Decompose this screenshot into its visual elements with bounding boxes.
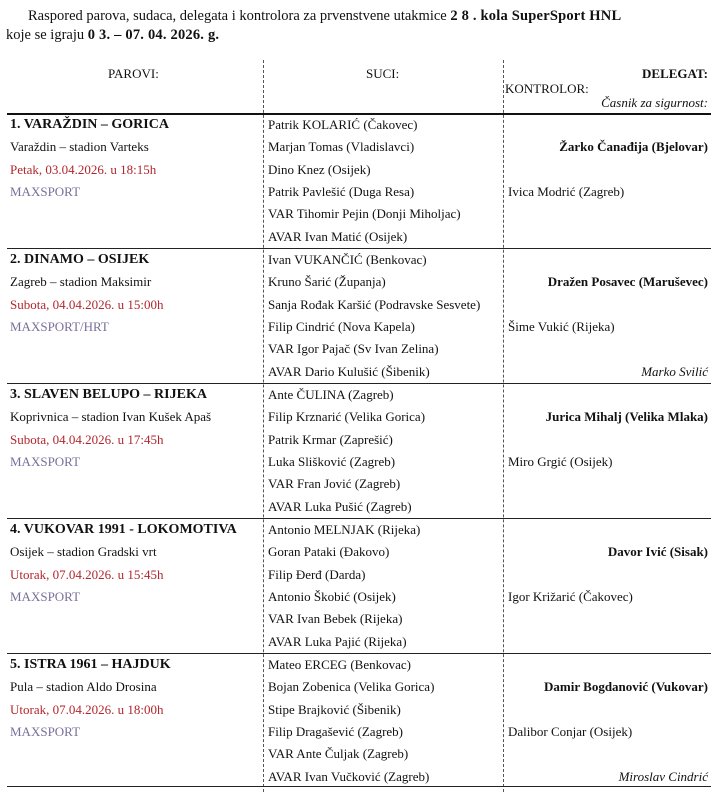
match-separator	[7, 113, 711, 115]
header-kontrolor: KONTROLOR:	[505, 81, 589, 96]
referee-name: AVAR Luka Pušić (Zagreb)	[268, 498, 412, 514]
match-separator	[7, 383, 711, 384]
intro-line-1	[6, 7, 714, 26]
match-title: 4. VUKOVAR 1991 - LOKOMOTIVA	[10, 522, 237, 537]
match-delegate: Damir Bogdanović (Vukovar)	[544, 679, 708, 695]
match-title: 1. VARAŽDIN – GORICA	[10, 117, 169, 132]
column-separator	[503, 60, 504, 792]
column-separator	[263, 60, 264, 792]
match-time: Petak, 03.04.2026. u 18:15h	[10, 161, 157, 177]
referee-name: Antonio Škobić (Osijek)	[268, 588, 396, 604]
referee-name: VAR Tihomir Pejin (Donji Miholjac)	[268, 206, 461, 222]
match-title: 2. DINAMO – OSIJEK	[10, 252, 150, 267]
referee-name: Ante ČULINA (Zagreb)	[268, 387, 394, 402]
match-time: Utorak, 07.04.2026. u 15:45h	[10, 566, 164, 582]
intro-line-2	[6, 26, 714, 45]
match-tv: MAXSPORT	[10, 453, 81, 469]
intro-text	[6, 7, 714, 45]
referee-name: Filip Krznarić (Velika Gorica)	[268, 409, 426, 425]
match-security-officer: Marko Svilić	[641, 363, 708, 379]
match-venue: Varaždin – stadion Varteks	[10, 139, 149, 155]
intro-sentence-2: koje se igraju	[6, 27, 85, 43]
header-parovi: PAROVI:	[108, 66, 159, 81]
referee-name: Bojan Zobenica (Velika Gorica)	[268, 679, 435, 695]
referee-name: Ivan VUKANČIĆ (Benkovac)	[268, 252, 427, 267]
match-separator	[7, 653, 711, 654]
referee-name: AVAR Luka Pajić (Rijeka)	[268, 633, 407, 649]
match-time: Subota, 04.04.2026. u 15:00h	[10, 296, 164, 312]
match-separator	[7, 518, 711, 519]
header-casnik: Časnik za sigurnost:	[601, 95, 708, 110]
match-title: 5. ISTRA 1961 – HAJDUK	[10, 657, 171, 672]
match-time: Utorak, 07.04.2026. u 18:00h	[10, 701, 164, 717]
header-delegat: DELEGAT:	[642, 66, 708, 81]
match-delegate: Žarko Čanađija (Bjelovar)	[559, 139, 708, 155]
match-delegate: Davor Ivić (Sisak)	[607, 544, 708, 560]
match-separator	[7, 248, 711, 249]
referee-name: Patrik Pavlešić (Duga Resa)	[268, 183, 415, 199]
match-tv: MAXSPORT/HRT	[10, 318, 109, 334]
referee-name: Filip Đerđ (Darda)	[268, 566, 366, 582]
referee-name: Dino Knez (Osijek)	[268, 161, 371, 177]
match-security-officer: Miroslav Cindrić	[618, 768, 708, 784]
referee-name: Patrik Krmar (Zaprešić)	[268, 431, 393, 447]
match-controller: Dalibor Conjar (Osijek)	[508, 723, 633, 739]
match-controller: Ivica Modrić (Zagreb)	[508, 183, 625, 199]
match-venue: Osijek – stadion Gradski vrt	[10, 544, 157, 560]
referee-name: Luka Slišković (Zagreb)	[268, 453, 396, 469]
match-title: 3. SLAVEN BELUPO – RIJEKA	[10, 387, 207, 402]
table-bottom-border	[7, 786, 711, 787]
match-tv: MAXSPORT	[10, 183, 81, 199]
referee-name: Marjan Tomas (Vladislavci)	[268, 139, 415, 155]
header-suci: SUCI:	[366, 66, 400, 81]
match-controller: Šime Vukić (Rijeka)	[508, 318, 615, 334]
match-delegate: Dražen Posavec (Maruševec)	[547, 274, 708, 290]
match-venue: Zagreb – stadion Maksimir	[10, 274, 152, 290]
date-range: 0 3. – 07. 04. 2026. g.	[87, 27, 220, 43]
referee-name: AVAR Ivan Vučković (Zagreb)	[268, 768, 430, 784]
referee-name: VAR Ante Čuljak (Zagreb)	[268, 746, 409, 762]
referee-name: Mateo ERCEG (Benkovac)	[268, 657, 411, 672]
match-controller: Igor Križarić (Čakovec)	[508, 588, 633, 604]
referee-name: Sanja Rođak Karšić (Podravske Sesvete)	[268, 296, 481, 312]
match-delegate: Jurica Mihalj (Velika Mlaka)	[545, 409, 708, 425]
referee-name: AVAR Dario Kulušić (Šibenik)	[268, 363, 430, 379]
referee-name: VAR Fran Jović (Zagreb)	[268, 476, 401, 492]
referee-name: Filip Dragašević (Zagreb)	[268, 723, 404, 739]
match-time: Subota, 04.04.2026. u 17:45h	[10, 431, 164, 447]
referee-name: Stipe Brajković (Šibenik)	[268, 701, 401, 717]
referee-name: VAR Ivan Bebek (Rijeka)	[268, 611, 403, 627]
round-label: 2 8 . kola SuperSport HNL	[450, 8, 622, 24]
match-tv: MAXSPORT	[10, 723, 81, 739]
referee-name: Antonio MELNJAK (Rijeka)	[268, 522, 421, 537]
match-venue: Pula – stadion Aldo Drosina	[10, 679, 157, 695]
referee-name: Kruno Šarić (Županja)	[268, 274, 386, 290]
match-tv: MAXSPORT	[10, 588, 81, 604]
match-controller: Miro Grgić (Osijek)	[508, 453, 613, 469]
match-venue: Koprivnica – stadion Ivan Kušek Apaš	[10, 409, 212, 425]
referee-name: Patrik KOLARIĆ (Čakovec)	[268, 117, 418, 132]
referee-name: VAR Igor Pajač (Sv Ivan Zelina)	[268, 341, 439, 357]
referee-name: AVAR Ivan Matić (Osijek)	[268, 228, 408, 244]
referee-name: Goran Pataki (Đakovo)	[268, 544, 390, 560]
intro-sentence: Raspored parova, sudaca, delegata i kontrolora za prvenstvene utakmice	[28, 8, 447, 24]
referee-name: Filip Cindrić (Nova Kapela)	[268, 318, 415, 334]
